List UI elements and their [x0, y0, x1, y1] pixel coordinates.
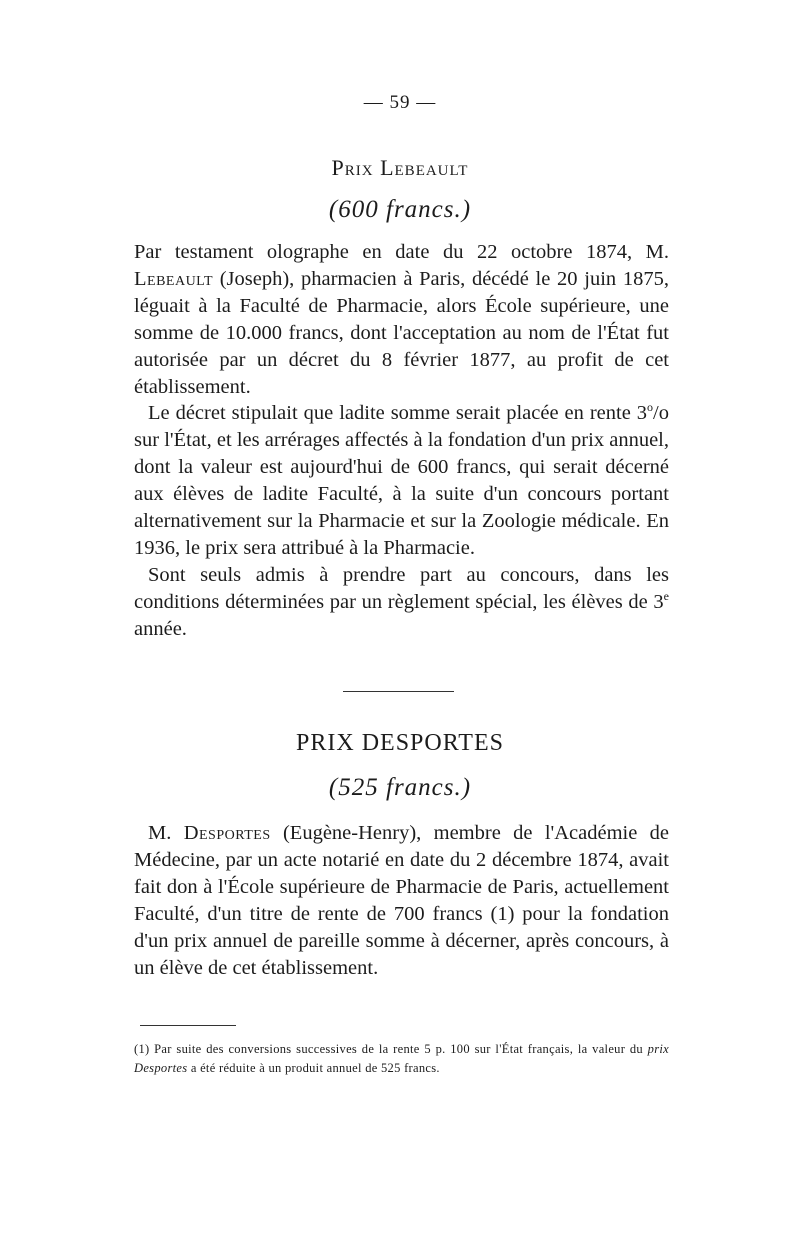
section-title-prix-lebeault: Prix Lebeault: [331, 155, 469, 180]
footnote: (1) Par suite des conversions successives de la rente 5 p. 100 sur l'État français, la valeur du prix Desportes a été réduite à un produit annuel de 525 francs.: [134, 1042, 669, 1075]
paragraph: Par testament olographe en date du 22 octobre 1874, M. Lebeault (Joseph), pharmacien à Paris, décédé le 20 juin 1875, léguait à la Faculté de Pharmacie, alors École supérieure, une somme de 10.000 francs, dont l'acceptation au nom de l'État fut autorisée par un décret du 8 février 1877, au profit de cet établissement.: [134, 241, 669, 398]
section-divider: [343, 691, 454, 692]
person-name: Lebeault: [134, 267, 214, 290]
footnote-divider: [140, 1025, 236, 1026]
paragraph: Le décret stipulait que ladite somme serait placée en rente 3$^o$/o sur l'État, et les arrérages affectés à la fondation d'un prix annuel, dont la valeur est aujourd'hui de 600 francs, qui serait décerné aux élèves de ladite Faculté, à la suite d'un concours portant alternativement sur la Pharmacie et sur la Zoologie médicale. En 1936, le prix sera attribué à la Pharmacie.: [134, 400, 669, 559]
section-body-lebeault: [134, 239, 669, 643]
section-title-prix-desportes: PRIX DESPORTES: [296, 730, 504, 756]
paragraph: Sont seuls admis à prendre part au concours, dans les conditions déterminées par un règlement spécial, les élèves de 3e année.: [134, 563, 669, 640]
prize-amount-lebeault: (600 francs.): [328, 196, 472, 223]
paragraph: M. Desportes (Eugène-Henry), membre de l'Académie de Médecine, par un acte notarié en date du 2 décembre 1874, avait fait don à l'École supérieure de Pharmacie de Paris, actuellement Faculté, d'un titre de rente de 700 francs (1) pour la fondation d'un prix annuel de pareille somme à décerner, après concours, à un élève de cet établissement.: [134, 822, 669, 979]
section-body-desportes: [134, 820, 669, 981]
person-name: Desportes: [183, 822, 271, 844]
page-number: — 59 —: [363, 92, 437, 113]
prize-amount-desportes: (525 francs.): [328, 774, 472, 801]
